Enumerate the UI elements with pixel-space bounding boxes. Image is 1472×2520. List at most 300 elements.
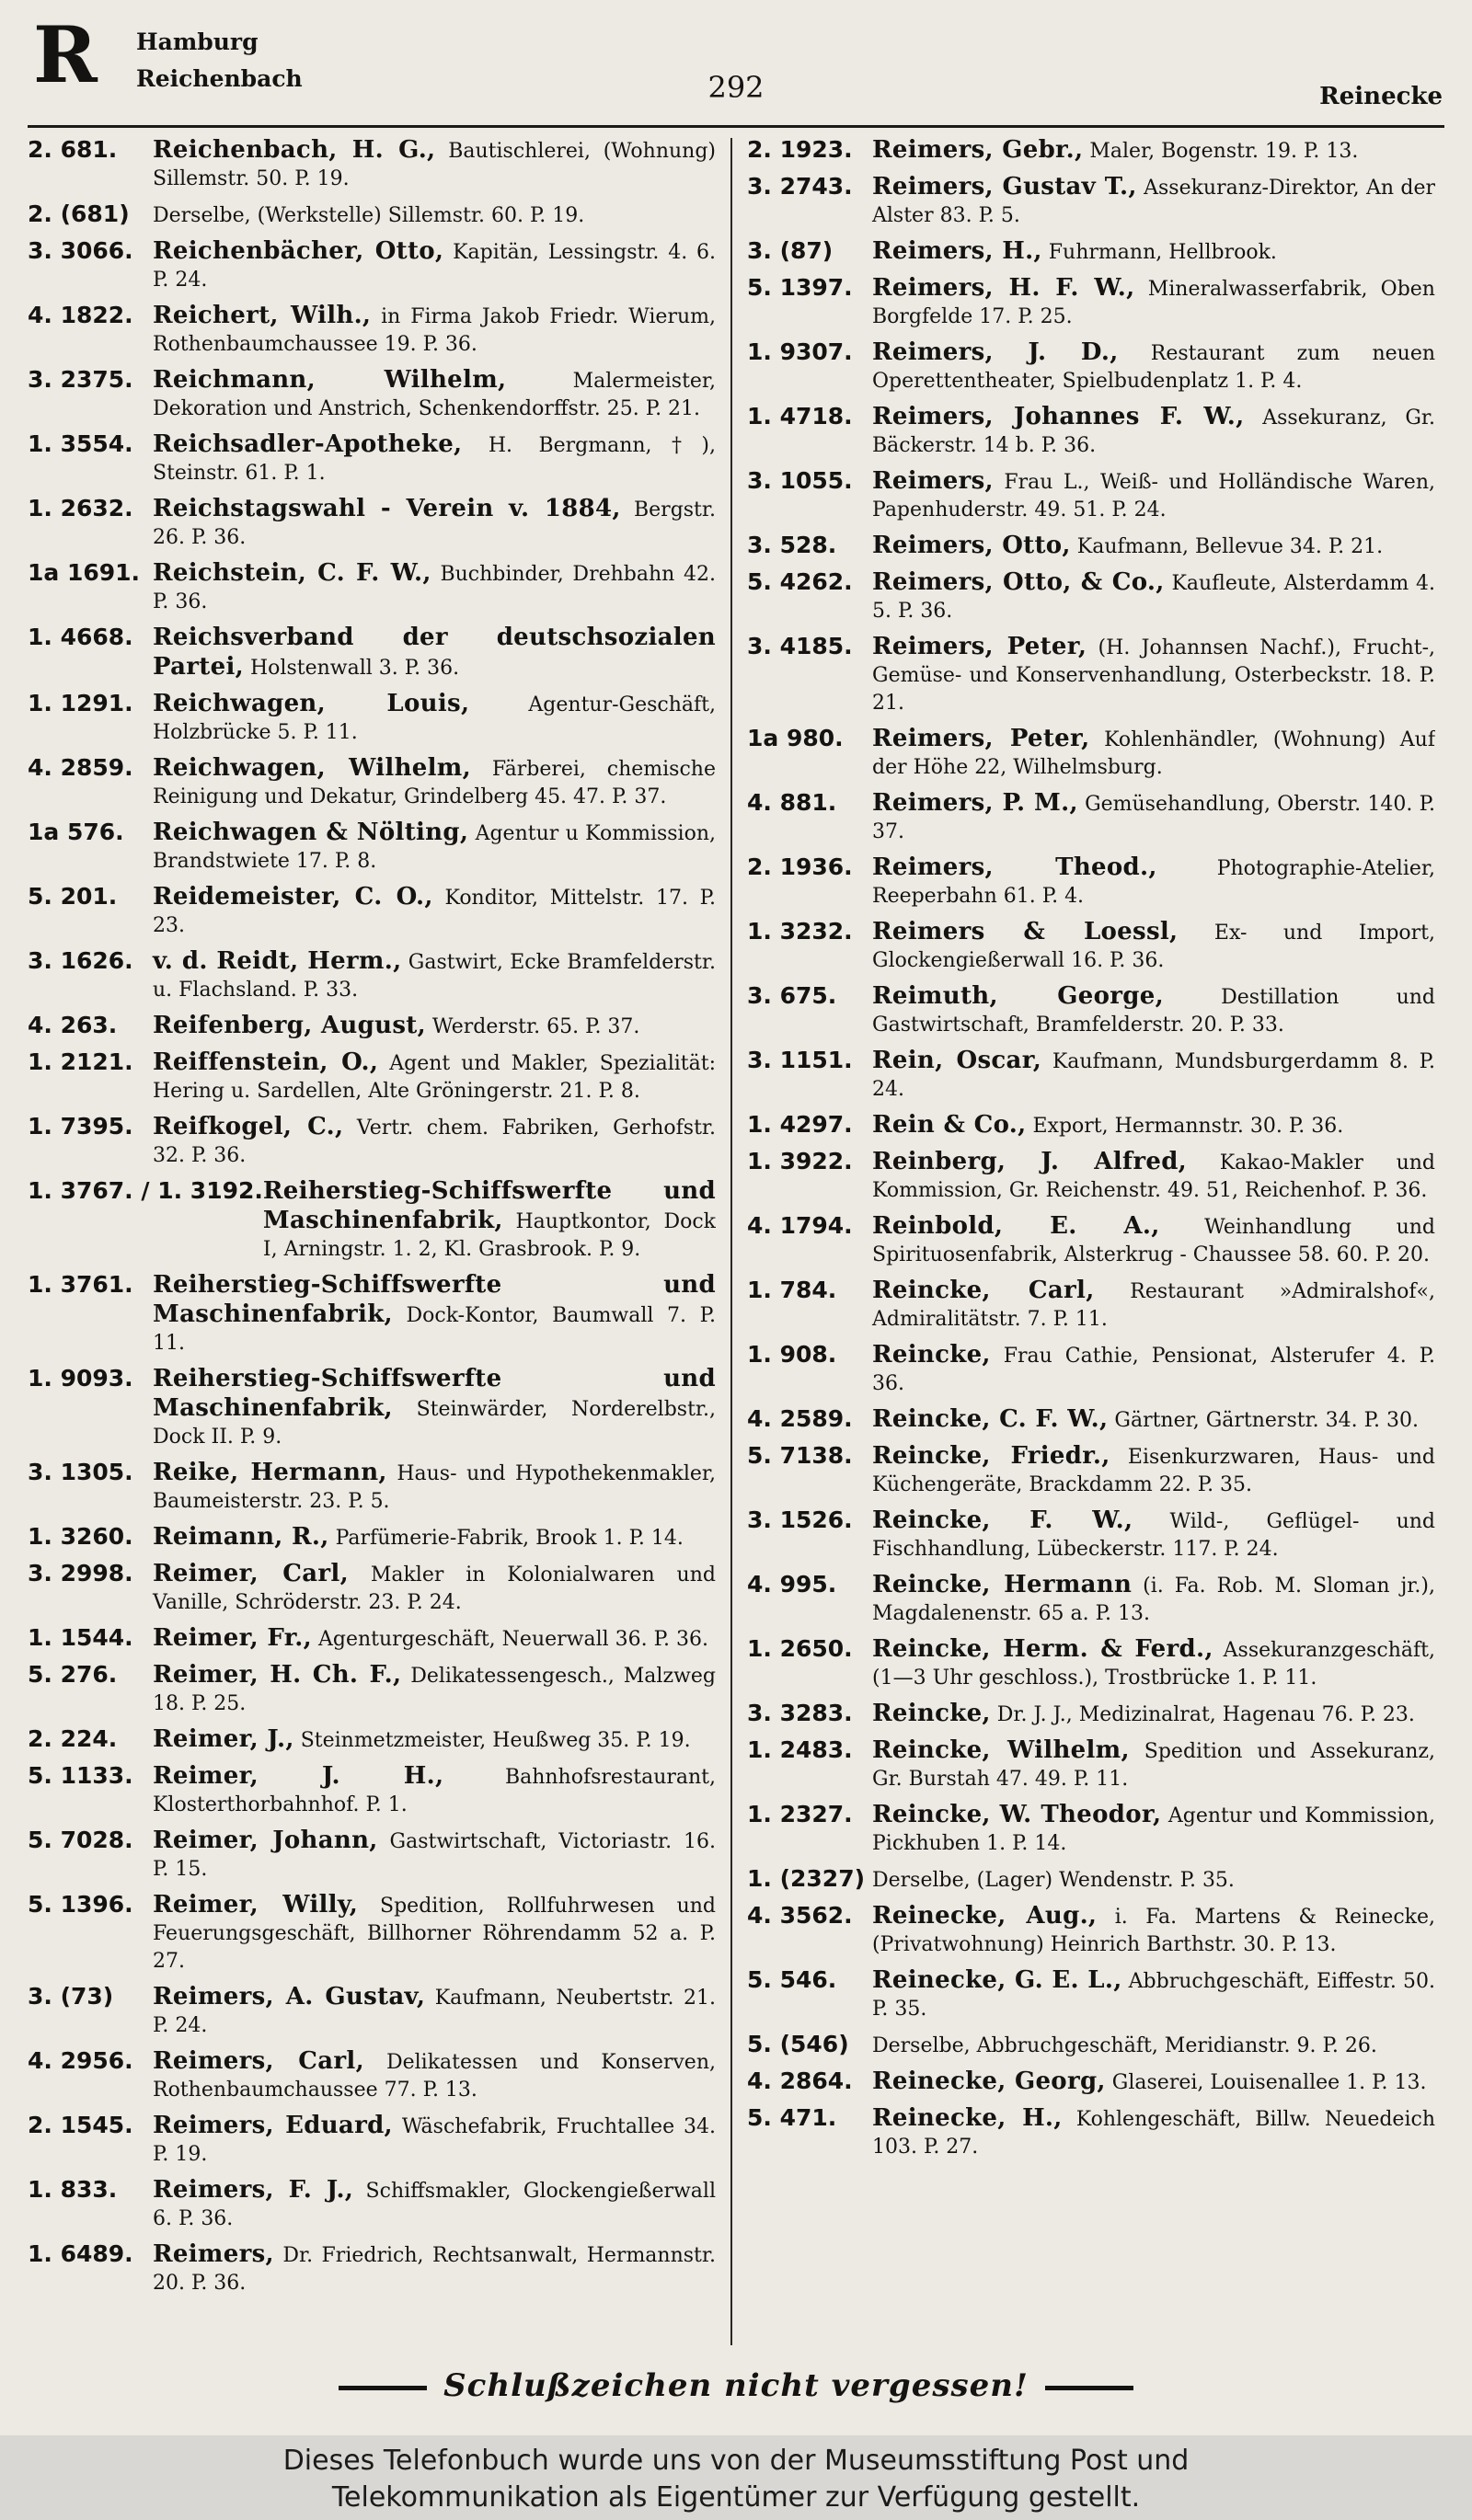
directory-entry bbox=[28, 947, 716, 1004]
phone-number: 5. 201. bbox=[28, 883, 118, 910]
entry-body bbox=[872, 1277, 1435, 1334]
entry-body bbox=[872, 853, 1435, 911]
entry-details: Kaufleute, Alsterdamm 4. 5. P. 36. bbox=[872, 572, 1435, 623]
entry-details: Parfümerie-Fabrik, Brook 1. P. 14. bbox=[335, 1527, 684, 1550]
entry-details: Assekuranz-Direktor, An der Alster 83. P. 5. bbox=[872, 177, 1435, 227]
entry-details: Abbruchgeschäft, Eiffestr. 50. P. 35. bbox=[872, 1970, 1435, 2021]
directory-entry bbox=[28, 366, 716, 423]
entry-body bbox=[872, 1865, 1435, 1895]
phone-number: 5. 1397. bbox=[747, 274, 853, 301]
entry-details: Vertr. chem. Fabriken, Gerhofstr. 32. P. 36. bbox=[153, 1117, 716, 1167]
entry-body bbox=[153, 1891, 716, 1976]
entry-details: Wäschefabrik, Fruchtallee 34. P. 19. bbox=[153, 2115, 716, 2166]
entry-body bbox=[872, 1506, 1435, 1564]
subscriber-name: Reimers, bbox=[872, 467, 994, 495]
directory-entry bbox=[28, 2047, 716, 2104]
subscriber-name: Reidemeister, C. O., bbox=[153, 883, 433, 911]
phone-number: 3. 3066. bbox=[28, 237, 133, 264]
phone-number: 5. 276. bbox=[28, 1661, 118, 1688]
subscriber-name: Reimers, Gebr., bbox=[872, 136, 1084, 164]
entry-body bbox=[153, 1983, 716, 2040]
subscriber-name: Reincke, Carl, bbox=[872, 1277, 1095, 1304]
entry-details: Konditor, Mittelstr. 17. P. 23. bbox=[153, 887, 716, 937]
subscriber-name: Reimers, F. J., bbox=[153, 2176, 354, 2204]
subscriber-name: Reiherstieg-Schiffswerfte und Maschinenfabrik, bbox=[153, 1365, 716, 1422]
directory-entry bbox=[28, 1725, 716, 1755]
phone-number: 3. 1151. bbox=[747, 1047, 853, 1073]
entry-details: Export, Hermannstr. 30. P. 36. bbox=[1032, 1115, 1344, 1138]
phone-number: 1. (2327) bbox=[747, 1865, 866, 1892]
subscriber-name: Reimers, Carl, bbox=[153, 2047, 364, 2075]
phone-number: 1. 3232. bbox=[747, 918, 853, 945]
phone-number: 5. 546. bbox=[747, 1966, 837, 1993]
entry-body bbox=[872, 1212, 1435, 1269]
entry-body bbox=[153, 1661, 716, 1718]
entry-body bbox=[153, 200, 716, 230]
phone-number: 5. 471. bbox=[747, 2104, 837, 2131]
entry-details: Steinwärder, Norderelbstr., Dock II. P. 9. bbox=[153, 1398, 716, 1449]
directory-entry bbox=[747, 789, 1435, 846]
phone-number: 1. 7395. bbox=[28, 1113, 133, 1140]
directory-entry bbox=[747, 2104, 1435, 2161]
entry-details: Kohlengeschäft, Billw. Neuedeich 103. P. 27. bbox=[872, 2108, 1435, 2159]
entry-details: Schiffsmakler, Glockengießerwall 6. P. 36. bbox=[153, 2180, 716, 2230]
directory-entry bbox=[747, 467, 1435, 524]
entry-details: Restaurant zum neuen Operettentheater, Spielbudenplatz 1. P. 4. bbox=[872, 342, 1435, 393]
entry-details: i. Fa. Martens & Reinecke, (Privatwohnung) Heinrich Barthstr. 30. P. 13. bbox=[872, 1906, 1435, 1956]
subscriber-name: Reinecke, Georg, bbox=[872, 2068, 1106, 2095]
entry-body bbox=[153, 947, 716, 1004]
phone-number: 5. (546) bbox=[747, 2031, 849, 2057]
directory-entry bbox=[747, 2068, 1435, 2097]
subscriber-name: Reimers, Johannes F. W., bbox=[872, 403, 1245, 430]
phone-number: 1. 4668. bbox=[28, 624, 133, 650]
subscriber-name: Reimers, Theod., bbox=[872, 853, 1157, 881]
phone-number: 1. 6489. bbox=[28, 2240, 133, 2267]
entry-body bbox=[153, 2176, 716, 2233]
entry-body bbox=[872, 1801, 1435, 1858]
entry-body bbox=[872, 1405, 1435, 1435]
subscriber-name: Reimer, Willy, bbox=[153, 1891, 359, 1919]
directory-entry bbox=[747, 1700, 1435, 1729]
subscriber-name: Reimer, H. Ch. F., bbox=[153, 1661, 402, 1689]
entry-body bbox=[153, 1271, 716, 1357]
subscriber-name: Reimers, Peter, bbox=[872, 725, 1090, 752]
phone-number: 3. (73) bbox=[28, 1983, 114, 2010]
entry-details: Gemüsehandlung, Oberstr. 140. P. 37. bbox=[872, 793, 1435, 843]
entry-body bbox=[872, 1148, 1435, 1205]
directory-entry bbox=[28, 430, 716, 487]
subscriber-name: Reincke, C. F. W., bbox=[872, 1405, 1109, 1433]
phone-number: 3. 1305. bbox=[28, 1459, 133, 1485]
phone-number: 2. 1545. bbox=[28, 2112, 133, 2138]
directory-entry bbox=[747, 1148, 1435, 1205]
phone-number: 4. 2859. bbox=[28, 754, 133, 781]
entry-body bbox=[153, 1523, 716, 1552]
directory-entry bbox=[747, 1736, 1435, 1793]
entry-details: Spedition und Assekuranz, Gr. Burstah 47. 49. P. 11. bbox=[872, 1740, 1435, 1791]
directory-entry bbox=[747, 1442, 1435, 1499]
entry-details: Assekuranzgeschäft, (1—3 Uhr geschloss.), Trostbrücke 1. P. 11. bbox=[872, 1639, 1435, 1690]
directory-entry bbox=[747, 568, 1435, 625]
phone-number: 1. 3554. bbox=[28, 430, 133, 457]
entry-body bbox=[872, 1341, 1435, 1398]
entry-details: Gastwirt, Ecke Bramfelderstr. u. Flachsland. P. 33. bbox=[153, 951, 716, 1002]
entry-body bbox=[153, 624, 716, 682]
directory-entry bbox=[747, 1047, 1435, 1104]
phone-number: 4. 3562. bbox=[747, 1902, 853, 1929]
directory-entry bbox=[747, 1506, 1435, 1564]
entry-details: Kaufmann, Bellevue 34. P. 21. bbox=[1076, 535, 1384, 558]
phone-number: 5. 4262. bbox=[747, 568, 853, 595]
subscriber-name: Reimers, Gustav T., bbox=[872, 173, 1137, 200]
subscriber-name: Reimer, J. H., bbox=[153, 1762, 444, 1790]
phone-number: 4. 2864. bbox=[747, 2068, 853, 2094]
entry-details: in Firma Jakob Friedr. Wierum, Rothenbaumchaussee 19. P. 36. bbox=[153, 305, 716, 356]
phone-number: 1. 908. bbox=[747, 1341, 837, 1368]
entry-details: Gärtner, Gärtnerstr. 34. P. 30. bbox=[1114, 1409, 1419, 1432]
phone-number: 1. 4718. bbox=[747, 403, 853, 430]
subscriber-name: Reimuth, George, bbox=[872, 982, 1164, 1010]
directory-entry bbox=[747, 1865, 1435, 1895]
entry-body bbox=[153, 2047, 716, 2104]
phone-number: 3. 1626. bbox=[28, 947, 133, 974]
directory-entry bbox=[28, 1113, 716, 1170]
directory-entry bbox=[747, 136, 1435, 166]
directory-entry bbox=[28, 237, 716, 294]
directory-entry bbox=[28, 136, 716, 193]
phone-number: 2. 1923. bbox=[747, 136, 853, 163]
entry-details: Delikatessengesch., Malzweg 18. P. 25. bbox=[153, 1665, 716, 1715]
entry-body bbox=[872, 274, 1435, 331]
phone-number: 3. 2998. bbox=[28, 1560, 133, 1586]
directory-entry bbox=[28, 1891, 716, 1976]
phone-number: 4. 263. bbox=[28, 1012, 118, 1038]
entry-details: Agentur-Geschäft, Holzbrücke 5. P. 11. bbox=[153, 693, 716, 744]
entry-body bbox=[872, 1966, 1435, 2023]
phone-number: 1. 3922. bbox=[747, 1148, 853, 1174]
entry-details: Bahnhofsrestaurant, Klosterthorbahnhof. P. 1. bbox=[153, 1766, 716, 1816]
entry-details: Spedition, Rollfuhrwesen und Feuerungsgeschäft, Billhorner Röhrendamm 52 a. P. 27. bbox=[153, 1895, 716, 1973]
subscriber-name: Reincke, F. W., bbox=[872, 1506, 1133, 1534]
phone-number: 1. 1544. bbox=[28, 1624, 133, 1651]
last-entry-heading: Reinecke bbox=[1319, 83, 1443, 110]
phone-number: 1. 2483. bbox=[747, 1736, 853, 1763]
entry-body bbox=[872, 532, 1435, 561]
entry-body bbox=[872, 2068, 1435, 2097]
directory-entry bbox=[28, 1560, 716, 1617]
directory-entry bbox=[28, 1048, 716, 1105]
entry-details: Färberei, chemische Reinigung und Dekatur, Grindelberg 45. 47. P. 37. bbox=[153, 758, 716, 808]
phone-number: 2. 224. bbox=[28, 1725, 118, 1752]
directory-entry bbox=[747, 173, 1435, 230]
phone-number: 3. 4185. bbox=[747, 633, 853, 659]
subscriber-name: Reichenbächer, Otto, bbox=[153, 237, 444, 265]
directory-entry bbox=[747, 1966, 1435, 2023]
entry-body bbox=[872, 338, 1435, 395]
subscriber-name: Reimann, R., bbox=[153, 1523, 329, 1551]
entry-body bbox=[872, 403, 1435, 460]
subscriber-name: Reichenbach, H. G., bbox=[153, 136, 436, 164]
entry-body bbox=[872, 2031, 1435, 2060]
phone-number: 1. 784. bbox=[747, 1277, 837, 1303]
directory-entry bbox=[28, 690, 716, 747]
subscriber-name: Reinecke, G. E. L., bbox=[872, 1966, 1122, 1994]
entry-body bbox=[263, 1177, 716, 1264]
subscriber-name: Reichwagen & Nölting, bbox=[153, 819, 469, 846]
subscriber-name: Reimers, Otto, & Co., bbox=[872, 568, 1165, 596]
entry-details: Bautischlerei, (Wohnung) Sillemstr. 50. P. 19. bbox=[153, 140, 716, 190]
directory-entry bbox=[28, 883, 716, 940]
entry-details: Agentur u Kommission, Brandstwiete 17. P. 8. bbox=[153, 822, 716, 873]
entry-details: Destillation und Gastwirtschaft, Bramfelderstr. 20. P. 33. bbox=[872, 986, 1435, 1037]
directory-entry bbox=[747, 1635, 1435, 1692]
entry-details: Derselbe, Abbruchgeschäft, Meridianstr. 9. P. 26. bbox=[872, 2034, 1377, 2057]
directory-entry bbox=[747, 237, 1435, 267]
subscriber-name: Reimers, J. D., bbox=[872, 338, 1119, 366]
page-header bbox=[28, 9, 1444, 114]
entry-body bbox=[153, 2240, 716, 2297]
credit-line-1: Dieses Telefonbuch wurde uns von der Museumsstiftung Post und bbox=[282, 2445, 1190, 2477]
entry-body bbox=[872, 173, 1435, 230]
subscriber-name: Reincke, Herm. & Ferd., bbox=[872, 1635, 1213, 1663]
entry-body bbox=[153, 819, 716, 876]
directory-entry bbox=[747, 1212, 1435, 1269]
entry-body bbox=[153, 690, 716, 747]
right-column bbox=[747, 136, 1435, 2345]
phone-number: 1. 2650. bbox=[747, 1635, 853, 1662]
entry-details: Dr. Friedrich, Rechtsanwalt, Hermannstr. 20. P. 36. bbox=[153, 2244, 716, 2295]
entry-details: Photographie-Atelier, Reeperbahn 61. P. 4. bbox=[872, 857, 1435, 908]
phone-number: 1. 3260. bbox=[28, 1523, 133, 1550]
phone-number: 1. 2632. bbox=[28, 495, 133, 521]
subscriber-name: Reimer, Johann, bbox=[153, 1827, 378, 1854]
entry-body bbox=[872, 467, 1435, 524]
footer-reminder bbox=[0, 2367, 1472, 2404]
directory-entry bbox=[28, 819, 716, 876]
phone-number: 1a 576. bbox=[28, 819, 124, 845]
directory-entry bbox=[747, 1341, 1435, 1398]
entry-body bbox=[153, 754, 716, 811]
directory-entry bbox=[747, 982, 1435, 1039]
directory-entry bbox=[747, 1902, 1435, 1959]
phone-number: 5. 1133. bbox=[28, 1762, 133, 1789]
entry-body bbox=[872, 1700, 1435, 1729]
subscriber-name: Reichert, Wilh., bbox=[153, 302, 372, 329]
subscriber-name: Reimers, H. F. W., bbox=[872, 274, 1135, 302]
entry-details: (H. Johannsen Nachf.), Frucht-, Gemüse- und Konservenhandlung, Osterbeckstr. 18. P. 21. bbox=[872, 636, 1435, 715]
phone-number: 3. 1526. bbox=[747, 1506, 853, 1533]
directory-entry bbox=[28, 2240, 716, 2297]
phone-number: 1. 2327. bbox=[747, 1801, 853, 1827]
entry-details: Buchbinder, Drehbahn 42. P. 36. bbox=[153, 563, 716, 613]
directory-entry bbox=[28, 1459, 716, 1516]
directory-entry bbox=[28, 1661, 716, 1718]
entry-details: (i. Fa. Rob. M. Sloman jr.), Magdalenenstr. 65 a. P. 13. bbox=[872, 1575, 1435, 1625]
directory-entry bbox=[747, 274, 1435, 331]
entry-body bbox=[153, 495, 716, 552]
column-divider bbox=[730, 138, 732, 2345]
subscriber-name: Reifkogel, C., bbox=[153, 1113, 344, 1140]
subscriber-name: Reichwagen, Wilhelm, bbox=[153, 754, 471, 782]
directory-entry bbox=[747, 2031, 1435, 2060]
phone-number: 1. 1291. bbox=[28, 690, 133, 716]
entry-details: Kohlenhändler, (Wohnung) Auf der Höhe 22, Wilhelmsburg. bbox=[872, 728, 1435, 779]
entry-details: Hauptkontor, Dock I, Arningstr. 1. 2, Kl. Grasbrook. P. 9. bbox=[262, 1210, 716, 1261]
entry-body bbox=[153, 1113, 716, 1170]
credit-line-2: Telekommunikation als Eigentümer zur Verfügung gestellt. bbox=[331, 2481, 1141, 2514]
phone-number: 3. (87) bbox=[747, 237, 834, 264]
entry-details: Fuhrmann, Hellbrook. bbox=[1048, 241, 1277, 264]
entry-details: Eisenkurzwaren, Haus- und Küchengeräte, Brackdamm 22. P. 35. bbox=[872, 1446, 1435, 1496]
entry-body bbox=[872, 1736, 1435, 1793]
phone-number: 3. 528. bbox=[747, 532, 837, 558]
directory-entry bbox=[747, 532, 1435, 561]
subscriber-name: Reiffenstein, O., bbox=[153, 1048, 379, 1076]
subscriber-name: Reimers, H., bbox=[872, 237, 1042, 265]
directory-entry bbox=[28, 754, 716, 811]
section-letter: R bbox=[33, 9, 96, 100]
entry-body bbox=[153, 366, 716, 423]
directory-entry bbox=[28, 1523, 716, 1552]
directory-entry bbox=[747, 1111, 1435, 1140]
subscriber-name: Rein, Oscar, bbox=[872, 1047, 1042, 1074]
entry-details: Agenturgeschäft, Neuerwall 36. P. 36. bbox=[318, 1628, 708, 1651]
phone-number: 2. 681. bbox=[28, 136, 118, 163]
entry-body bbox=[872, 789, 1435, 846]
entry-body bbox=[153, 430, 716, 487]
directory-entry bbox=[28, 559, 716, 616]
phone-number: 5. 7028. bbox=[28, 1827, 133, 1853]
subscriber-name: Reincke, Hermann bbox=[872, 1571, 1133, 1598]
range-to: Reichenbach bbox=[136, 65, 303, 92]
entry-body bbox=[872, 1111, 1435, 1140]
entry-body bbox=[153, 1048, 716, 1105]
entry-details: Malermeister, Dekoration und Anstrich, Schenkendorffstr. 25. P. 21. bbox=[153, 370, 716, 420]
entry-details: Agent und Makler, Spezialität: Hering u. Sardellen, Alte Gröningerstr. 21. P. 8. bbox=[153, 1052, 716, 1103]
directory-entry bbox=[747, 1571, 1435, 1628]
directory-entry bbox=[747, 403, 1435, 460]
entry-details: Kaufmann, Neubertstr. 21. P. 24. bbox=[153, 1987, 716, 2037]
entry-body bbox=[872, 1635, 1435, 1692]
entry-body bbox=[872, 2104, 1435, 2161]
entry-details: Werderstr. 65. P. 37. bbox=[431, 1015, 640, 1038]
entry-details: Weinhandlung und Spirituosenfabrik, Alsterkrug - Chaussee 58. 60. P. 20. bbox=[872, 1216, 1435, 1266]
phone-number: 1a 1691. bbox=[28, 559, 141, 586]
directory-entry bbox=[28, 1177, 716, 1264]
entry-body bbox=[872, 237, 1435, 267]
phone-number: 2. 1936. bbox=[747, 853, 853, 880]
entry-details: Delikatessen und Konserven, Rothenbaumchaussee 77. P. 13. bbox=[153, 2051, 716, 2102]
subscriber-name: Reifenberg, August, bbox=[153, 1012, 426, 1039]
left-column bbox=[28, 136, 716, 2345]
subscriber-name: Reimers, A. Gustav, bbox=[153, 1983, 426, 2010]
range-from: Hamburg bbox=[136, 29, 259, 55]
directory-entry bbox=[28, 1983, 716, 2040]
footer-dash-left bbox=[339, 2386, 427, 2390]
directory-entry bbox=[747, 725, 1435, 782]
entry-details: Kaufmann, Mundsburgerdamm 8. P. 24. bbox=[872, 1050, 1435, 1101]
directory-entry bbox=[28, 2112, 716, 2169]
entry-body bbox=[872, 136, 1435, 166]
directory-entry bbox=[28, 624, 716, 682]
subscriber-name: Reichsadler-Apotheke, bbox=[153, 430, 463, 458]
phone-number: 5. 7138. bbox=[747, 1442, 853, 1469]
entry-body bbox=[153, 883, 716, 940]
directory-entry bbox=[28, 302, 716, 359]
phone-number: 3. 2743. bbox=[747, 173, 853, 200]
subscriber-name: Reinecke, H., bbox=[872, 2104, 1063, 2132]
directory-entry bbox=[28, 1365, 716, 1451]
phone-number: 1. 2121. bbox=[28, 1048, 133, 1075]
entry-details: Holstenwall 3. P. 36. bbox=[249, 657, 460, 680]
subscriber-name: Reinecke, Aug., bbox=[872, 1902, 1098, 1930]
directory-entry bbox=[28, 1271, 716, 1357]
entry-details: Ex- und Import, Glockengießerwall 16. P. 36. bbox=[872, 922, 1435, 972]
entry-details: Frau L., Weiß- und Holländische Waren, Papenhuderstr. 49. 51. P. 24. bbox=[872, 471, 1435, 521]
subscriber-name: Reinberg, J. Alfred, bbox=[872, 1148, 1188, 1175]
directory-entry bbox=[747, 1801, 1435, 1858]
subscriber-name: Reichwagen, Louis, bbox=[153, 690, 470, 717]
subscriber-name: Reincke, W. Theodor, bbox=[872, 1801, 1162, 1828]
entry-body bbox=[153, 237, 716, 294]
entry-body bbox=[872, 725, 1435, 782]
subscriber-name: Reincke, Wilhelm, bbox=[872, 1736, 1130, 1764]
phone-number: 1. 3767. / 1. 3192. bbox=[28, 1177, 263, 1204]
entry-body bbox=[153, 1459, 716, 1516]
directory-entry bbox=[28, 1827, 716, 1884]
subscriber-name: Reiherstieg-Schiffswerfte und Maschinenfabrik, bbox=[262, 1177, 716, 1234]
phone-number: 4. 881. bbox=[747, 789, 837, 816]
subscriber-name: Reichmann, Wilhelm, bbox=[153, 366, 507, 394]
entry-details: Gastwirtschaft, Victoriastr. 16. P. 15. bbox=[153, 1830, 716, 1881]
phone-number: 2. (681) bbox=[28, 200, 130, 227]
phone-number: 1. 4297. bbox=[747, 1111, 853, 1138]
subscriber-name: Reimers, Eduard, bbox=[153, 2112, 393, 2139]
phone-number: 4. 2589. bbox=[747, 1405, 853, 1432]
phone-number: 1a 980. bbox=[747, 725, 844, 751]
entry-details: Glaserei, Louisenallee 1. P. 13. bbox=[1111, 2071, 1427, 2094]
entry-body bbox=[153, 1762, 716, 1819]
subscriber-name: Reimer, Carl, bbox=[153, 1560, 349, 1587]
entry-details: Kakao-Makler und Kommission, Gr. Reichenstr. 49. 51, Reichenhof. P. 36. bbox=[872, 1151, 1435, 1202]
subscriber-name: Reimers, Peter, bbox=[872, 633, 1087, 660]
phone-number: 4. 2956. bbox=[28, 2047, 133, 2074]
entry-details: Makler in Kolonialwaren und Vanille, Schröderstr. 23. P. 24. bbox=[153, 1564, 716, 1614]
phone-number: 1. 3761. bbox=[28, 1271, 133, 1298]
directory-entry bbox=[28, 200, 716, 230]
entry-details: Mineralwasserfabrik, Oben Borgfelde 17. P. 25. bbox=[872, 278, 1435, 328]
entry-details: Restaurant »Admiralshof«, Admiralitätstr. 7. P. 11. bbox=[872, 1280, 1435, 1331]
directory-entry bbox=[747, 633, 1435, 717]
phone-number: 3. 2375. bbox=[28, 366, 133, 393]
directory-entry bbox=[28, 1762, 716, 1819]
phone-number: 3. 675. bbox=[747, 982, 837, 1009]
entry-body bbox=[153, 1725, 716, 1755]
entry-body bbox=[153, 559, 716, 616]
subscriber-name: Reimer, J., bbox=[153, 1725, 294, 1753]
entry-details: H. Bergmann,†), Steinstr. 61. P. 1. bbox=[153, 434, 716, 485]
directory-entry bbox=[747, 338, 1435, 395]
directory-entry bbox=[747, 853, 1435, 911]
phone-number: 3. 3283. bbox=[747, 1700, 853, 1726]
subscriber-name: Reichsverband der deutschsozialen Partei, bbox=[153, 624, 716, 681]
directory-entry bbox=[28, 495, 716, 552]
reminder-text: Schlußzeichen nicht vergessen! bbox=[443, 2367, 1029, 2404]
entry-details: Dr. J. J., Medizinalrat, Hagenau 76. P. 23. bbox=[996, 1703, 1415, 1726]
entry-body bbox=[872, 1571, 1435, 1628]
entry-body bbox=[153, 1624, 716, 1654]
